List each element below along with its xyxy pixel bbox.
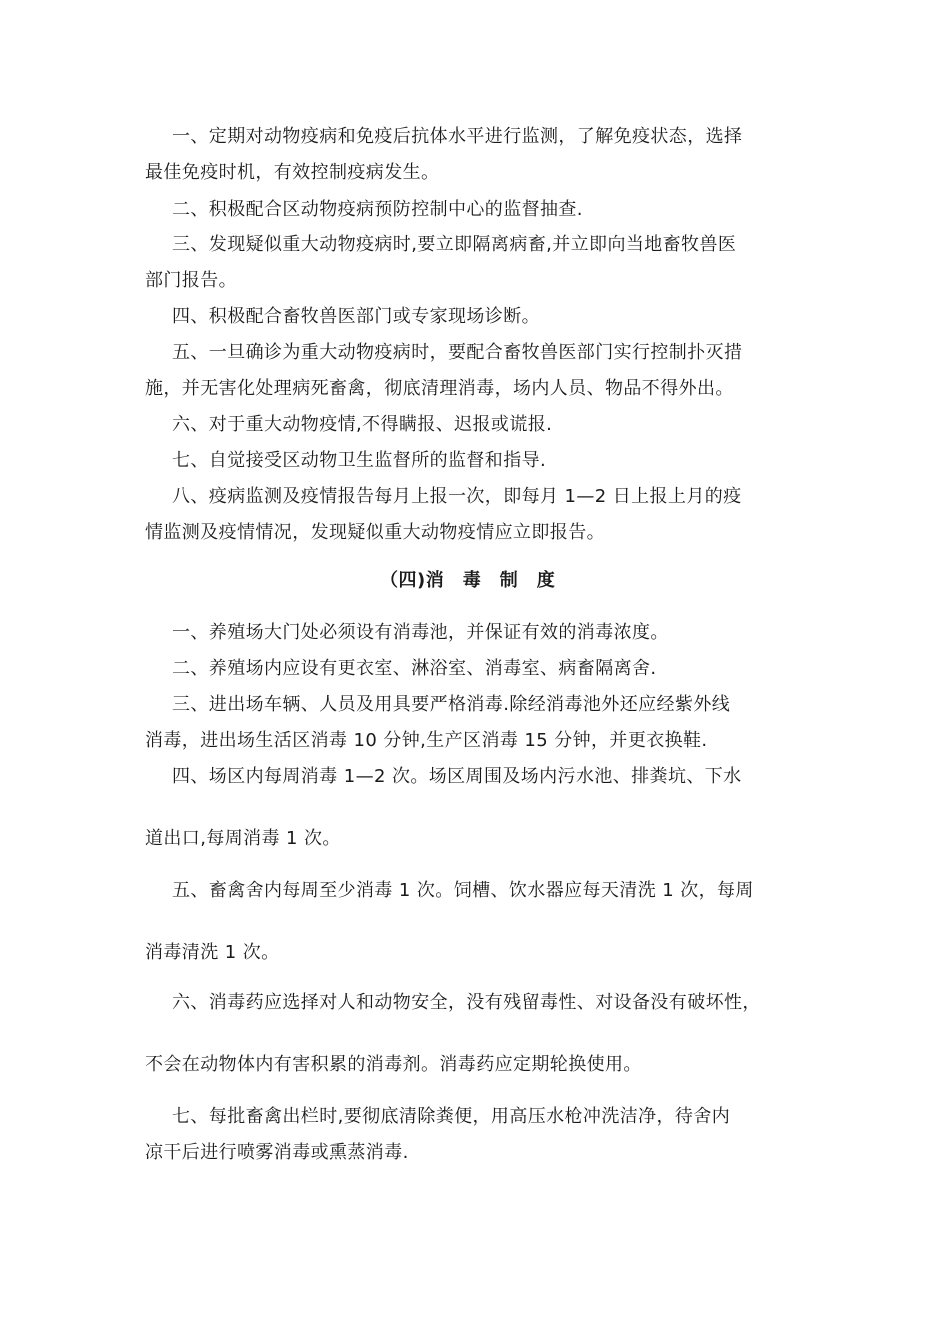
paragraph-line: 凉干后进行喷雾消毒或熏蒸消毒. bbox=[145, 1142, 409, 1163]
paragraph-line: 五、一旦确诊为重大动物疫病时，要配合畜牧兽医部门实行控制扑灭措 bbox=[172, 342, 743, 363]
paragraph-line: 道出口,每周消毒 1 次。 bbox=[145, 828, 341, 849]
paragraph-line: 施，并无害化处理病死畜禽，彻底清理消毒，场内人员、物品不得外出。 bbox=[145, 378, 734, 399]
paragraph-line: 二、积极配合区动物疫病预防控制中心的监督抽查. bbox=[172, 199, 583, 220]
paragraph-line: 四、积极配合畜牧兽医部门或专家现场诊断。 bbox=[172, 306, 540, 327]
paragraph-line: 情监测及疫情情况，发现疑似重大动物疫情应立即报告。 bbox=[145, 522, 605, 543]
paragraph-line: 消毒，进出场生活区消毒 10 分钟,生产区消毒 15 分钟，并更衣换鞋. bbox=[145, 730, 708, 751]
paragraph-line: 八、疫病监测及疫情报告每月上报一次，即每月 1—2 日上报上月的疫 bbox=[172, 486, 742, 507]
paragraph-line: 三、发现疑似重大动物疫病时,要立即隔离病畜,并立即向当地畜牧兽医 bbox=[172, 234, 737, 255]
paragraph-line: 五、畜禽舍内每周至少消毒 1 次。饲槽、饮水器应每天清洗 1 次，每周 bbox=[172, 880, 754, 901]
paragraph-line: 七、自觉接受区动物卫生监督所的监督和指导. bbox=[172, 450, 547, 471]
paragraph-line: 最佳免疫时机，有效控制疫病发生。 bbox=[145, 162, 440, 183]
paragraph-line: 二、养殖场内应设有更衣室、淋浴室、消毒室、病畜隔离舍. bbox=[172, 658, 657, 679]
paragraph-line: 六、对于重大动物疫情,不得瞒报、迟报或谎报. bbox=[172, 414, 553, 435]
paragraph-line: 七、每批畜禽出栏时,要彻底清除粪便，用高压水枪冲洗洁净，待舍内 bbox=[172, 1106, 731, 1127]
paragraph-line: 六、消毒药应选择对人和动物安全，没有残留毒性、对设备没有破坏性， bbox=[172, 992, 761, 1013]
paragraph-line: 三、进出场车辆、人员及用具要严格消毒.除经消毒池外还应经紫外线 bbox=[172, 694, 731, 715]
paragraph-line: 部门报告。 bbox=[145, 270, 237, 291]
paragraph-line: 一、定期对动物疫病和免疫后抗体水平进行监测，了解免疫状态，选择 bbox=[172, 126, 743, 147]
paragraph-line: 消毒清洗 1 次。 bbox=[145, 942, 280, 963]
paragraph-line: 不会在动物体内有害积累的消毒剂。消毒药应定期轮换使用。 bbox=[145, 1054, 642, 1075]
section-heading: （四)消 毒 制 度 bbox=[380, 570, 556, 591]
paragraph-line: 四、场区内每周消毒 1—2 次。场区周围及场内污水池、排粪坑、下水 bbox=[172, 766, 742, 787]
paragraph-line: 一、养殖场大门处必须设有消毒池，并保证有效的消毒浓度。 bbox=[172, 622, 669, 643]
